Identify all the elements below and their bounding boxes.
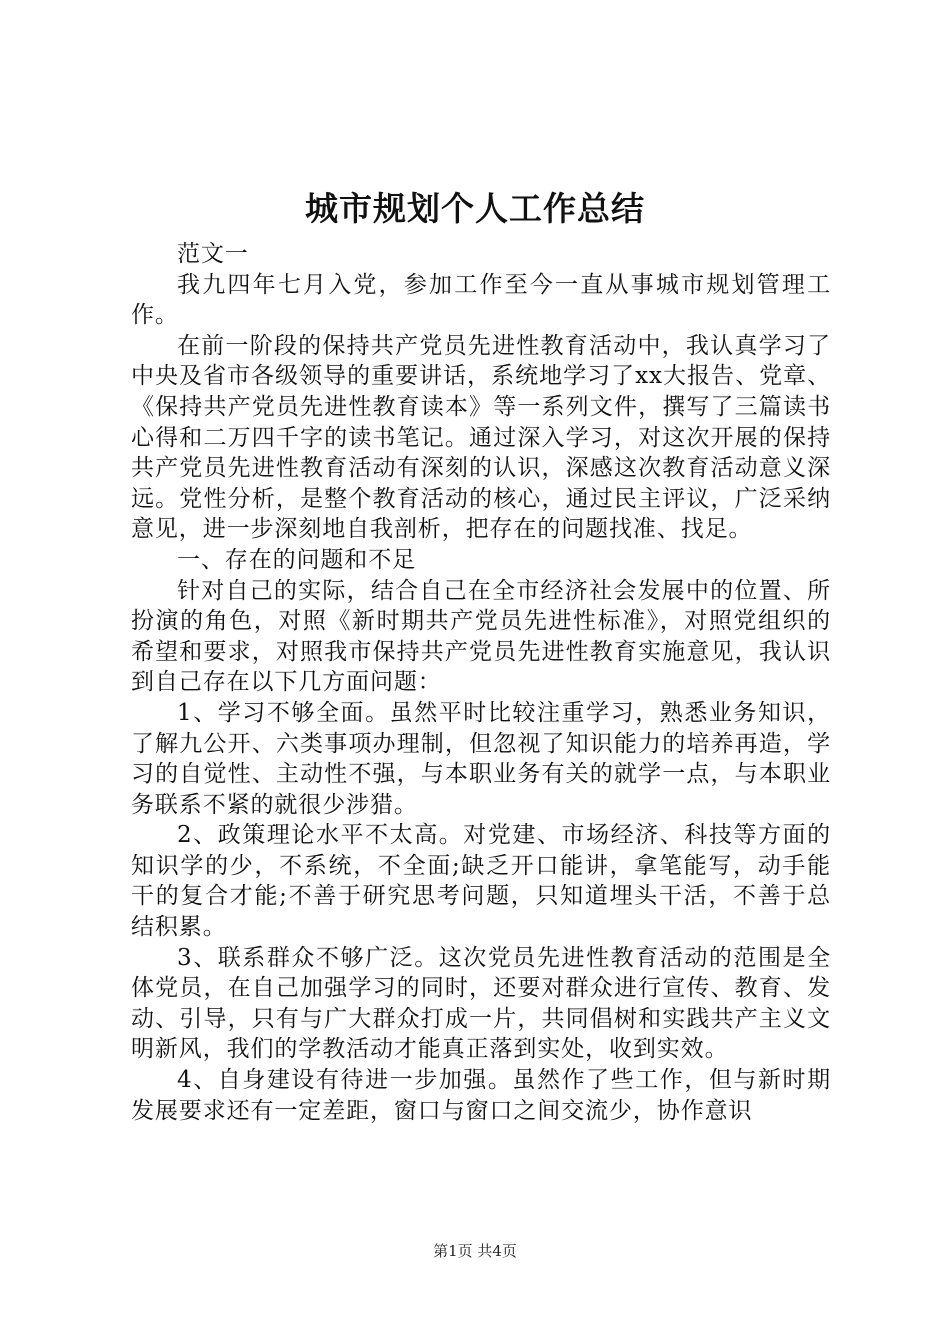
paragraph-self-assessment: 针对自己的实际，结合自己在全市经济社会发展中的位置、所扮演的角色，对照《新时期共产党员先进性标准》，对照党组织的希望和要求，对照我市保持共产党员先进性教育实施意见，我认识到自己存在以下几方面问题： — [131, 577, 831, 696]
paragraph-problem-3: 3、联系群众不够广泛。这次党员先进性教育活动的范围是全体党员，在自己加强学习的同时，还要对群众进行宣传、教育、发动、引导，只有与广大群众打成一片，共同倡树和实践共产主义文明新风，我们的学教活动才能真正落到实处，收到实效。 — [131, 944, 831, 1063]
paragraph-education-activity: 在前一阶段的保持共产党员先进性教育活动中，我认真学习了中央及省市各级领导的重要讲话，系统地学习了xx大报告、党章、《保持共产党员先进性教育读本》等一系列文件，撰写了三篇读书心得和二万四千字的读书笔记。通过深入学习，对这次开展的保持共产党员先进性教育活动有深刻的认识，深感这次教育活动意义深远。党性分析，是整个教育活动的核心，通过民主评议，广泛采纳意见，进一步深刻地自我剖析，把存在的问题找准、找足。 — [131, 332, 831, 543]
paragraph-problem-2: 2、政策理论水平不太高。对党建、市场经济、科技等方面的知识学的少，不系统，不全面;缺乏开口能讲，拿笔能写，动手能干的复合才能;不善于研究思考问题，只知道埋头干活，不善于总结积累。 — [131, 822, 831, 941]
paragraph-intro: 我九四年七月入党，参加工作至今一直从事城市规划管理工作。 — [131, 271, 831, 329]
section-heading-problems: 一、存在的问题和不足 — [177, 546, 416, 573]
document-body — [131, 239, 831, 1126]
page-number-footer: 第1页 共4页 — [433, 1242, 517, 1260]
paragraph-problem-4: 4、自身建设有待进一步加强。虽然作了些工作，但与新时期发展要求还有一定差距，窗口与窗口之间交流少，协作意识 — [131, 1067, 831, 1124]
document-title: 城市规划个人工作总结 — [305, 189, 645, 228]
paragraph-problem-1: 1、学习不够全面。虽然平时比较注重学习，熟悉业务知识，了解九公开、六类事项办理制，但忽视了知识能力的培养再造，学习的自觉性、主动性不强，与本职业务有关的就学一点，与本职业务联系不紧的就很少涉猎。 — [131, 699, 831, 818]
paragraph-sample-label: 范文一 — [177, 241, 249, 267]
